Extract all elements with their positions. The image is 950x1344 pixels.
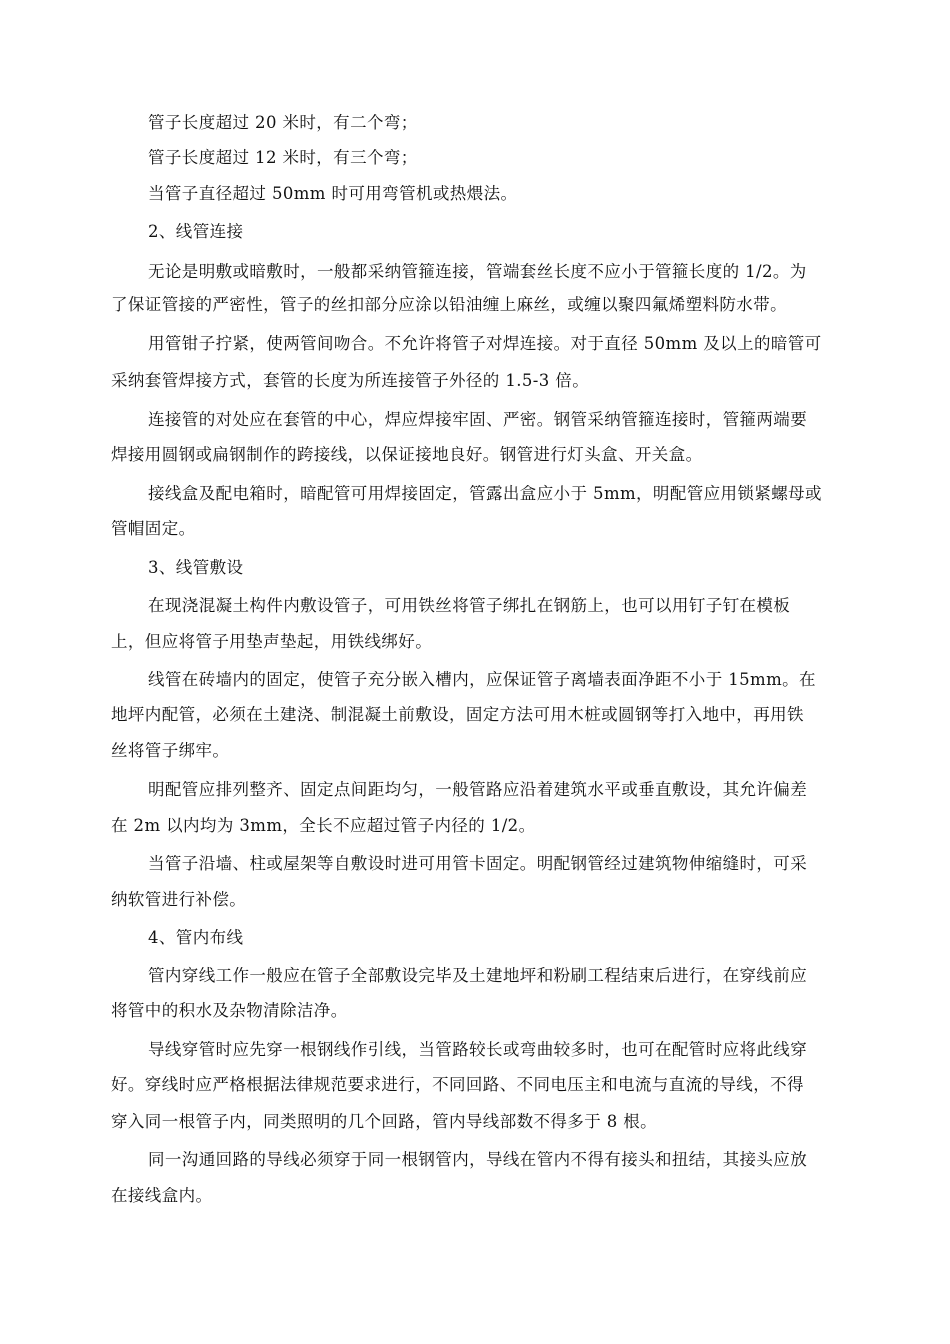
text-line: 地坪内配管，必须在土建浇、制混凝土前敷设，固定方法可用木桩或圆钢等打入地中，再用铁 [111, 705, 804, 724]
text-line: 管帽固定。 [111, 519, 196, 538]
text-line: 将管中的积水及杂物清除洁净。 [111, 1001, 348, 1020]
section-heading: 2、线管连接 [148, 222, 244, 241]
text-line: 上，但应将管子用垫声垫起，用铁线绑好。 [111, 632, 433, 651]
text-line: 导线穿管时应先穿一根钢线作引线，当管路较长或弯曲较多时，也可在配管时应将此线穿 [148, 1040, 808, 1059]
section-heading: 4、管内布线 [148, 928, 244, 947]
text-line: 当管子直径超过 50mm 时可用弯管机或热煨法。 [148, 184, 518, 203]
text-line: 用管钳子拧紧，使两管间吻合。不允许将管子对焊连接。对于直径 50mm 及以上的暗管可 [148, 334, 822, 353]
text-line: 了保证管接的严密性，管子的丝扣部分应涂以铅油缠上麻丝，或缠以聚四氟烯塑料防水带。 [111, 295, 787, 314]
text-line: 线管在砖墙内的固定，使管子充分嵌入槽内，应保证管子离墙表面净距不小于 15mm。在 [148, 670, 816, 689]
text-line: 连接管的对处应在套管的中心，焊应焊接牢固、严密。钢管采纳管箍连接时，管箍两端要 [148, 410, 808, 429]
text-line: 焊接用圆钢或扁钢制作的跨接线，以保证接地良好。钢管进行灯头盒、开关盒。 [111, 445, 703, 464]
text-line: 管内穿线工作一般应在管子全部敷设完毕及土建地坪和粉刷工程结束后进行，在穿线前应 [148, 966, 808, 985]
section-heading: 3、线管敷设 [148, 558, 244, 577]
text-line: 在接线盒内。 [111, 1186, 213, 1205]
text-line: 接线盒及配电箱时，暗配管可用焊接固定，管露出盒应小于 5mm，明配管应用锁紧螺母或 [148, 484, 822, 503]
text-line: 无论是明敷或暗敷时，一般都采纳管箍连接，管端套丝长度不应小于管箍长度的 1/2。为 [148, 262, 807, 281]
text-line: 管子长度超过 12 米时，有三个弯； [148, 148, 418, 167]
text-line: 穿入同一根管子内，同类照明的几个回路，管内导线部数不得多于 8 根。 [111, 1112, 658, 1131]
text-line: 在 2m 以内均为 3mm，全长不应超过管子内径的 1/2。 [111, 816, 536, 835]
text-line: 同一沟通回路的导线必须穿于同一根钢管内，导线在管内不得有接头和扭结，其接头应放 [148, 1150, 808, 1169]
text-line: 当管子沿墙、柱或屋架等自敷设时进可用管卡固定。明配钢管经过建筑物伸缩缝时，可采 [148, 854, 808, 873]
text-line: 管子长度超过 20 米时，有二个弯； [148, 113, 418, 132]
text-line: 明配管应排列整齐、固定点间距均匀，一般管路应沿着建筑水平或垂直敷设，其允许偏差 [148, 780, 808, 799]
text-line: 好。穿线时应严格根据法律规范要求进行，不同回路、不同电压主和电流与直流的导线，不得 [111, 1075, 804, 1094]
text-line: 纳软管进行补偿。 [111, 890, 247, 909]
text-line: 采纳套管焊接方式，套管的长度为所连接管子外径的 1.5-3 倍。 [111, 371, 590, 390]
text-line: 丝将管子绑牢。 [111, 741, 230, 760]
text-line: 在现浇混凝土构件内敷设管子，可用铁丝将管子绑扎在钢筋上，也可以用钉子钉在模板 [148, 596, 791, 615]
